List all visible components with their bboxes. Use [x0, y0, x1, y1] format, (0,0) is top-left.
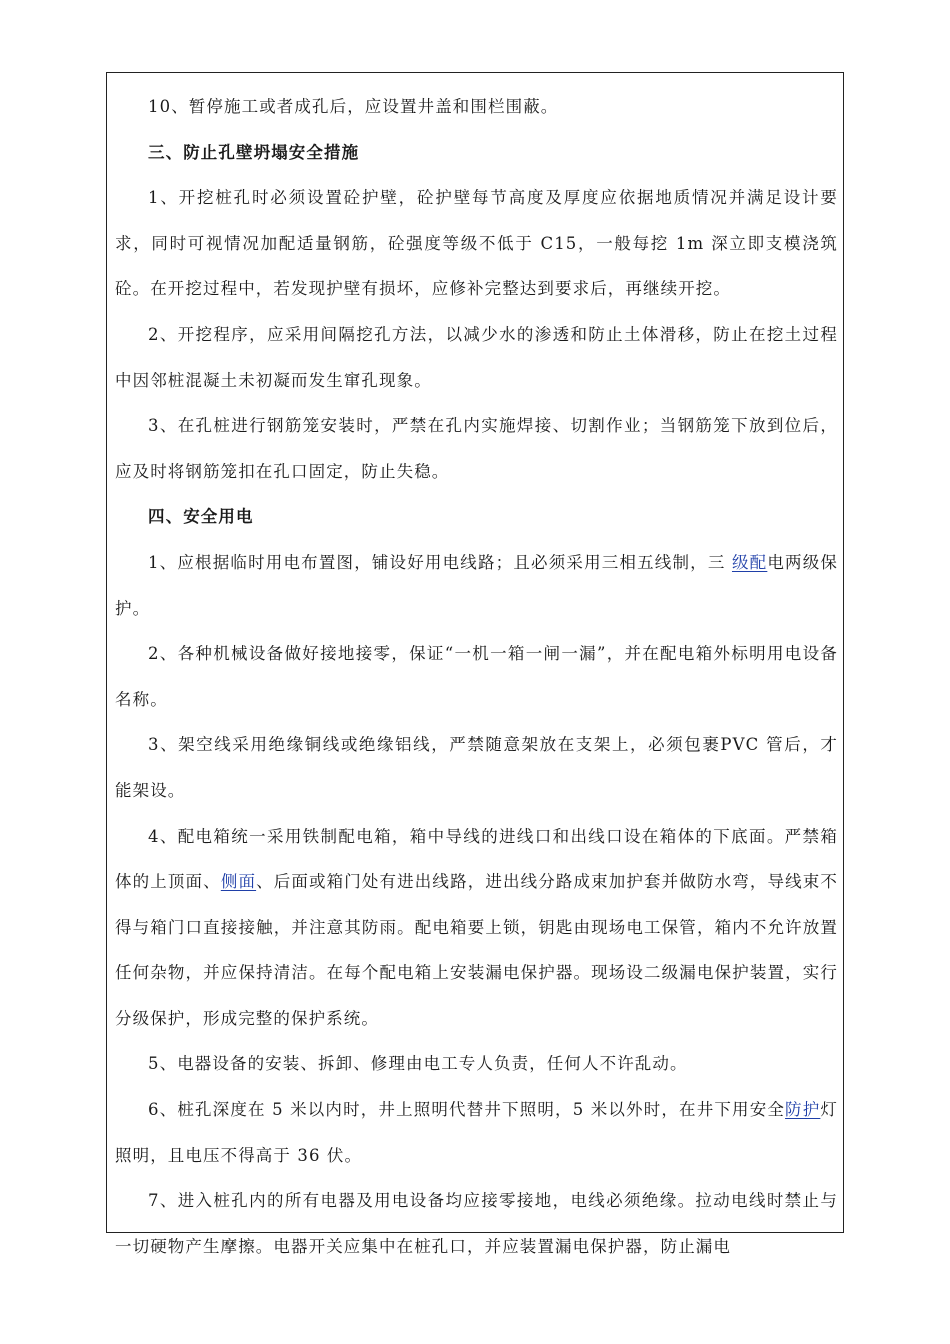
paragraph-text: 灯照明，且电压不得高于 36 伏。 — [115, 1100, 838, 1165]
paragraph-text: 6、桩孔深度在 5 米以内时，井上照明代替井下照明，5 米以外时，在井下用安全 — [148, 1100, 786, 1120]
paragraph-4-6-lighting — [115, 1087, 838, 1178]
link-grade-distribution[interactable]: 级配 — [731, 552, 768, 572]
paragraph-10-cover-enclosure: 10、暂停施工或者成孔后，应设置井盖和围栏围蔽。 — [148, 97, 559, 116]
paragraph-4-4-distribution-box — [115, 814, 838, 1042]
heading-section-3: 三、防止孔壁坍塌安全措施 — [148, 142, 360, 162]
link-protection[interactable]: 防护 — [785, 1100, 821, 1120]
paragraph-3-1-retaining-wall: 1、开挖桩孔时必须设置砼护壁，砼护壁每节高度及厚度应依据地质情况并满足设计要求，同时可视情况加配适量钢筋，砼强度等级不低于 C15，一般每挖 1m 深立即支模浇筑砼。在开挖过程中，若发现护壁有损坏，应修补完整达到要求后，再继续开挖。 — [115, 188, 838, 299]
paragraph-4-5-electrician: 5、电器设备的安装、拆卸、修理由电工专人负责，任何人不许乱动。 — [148, 1054, 688, 1074]
paragraph-text: 电两级保护。 — [115, 552, 838, 618]
link-side-face[interactable]: 侧面 — [220, 872, 257, 892]
paragraph-3-2-excavation-sequence: 2、开挖程序，应采用间隔挖孔方法，以减少水的渗透和防止土体滑移，防止在挖土过程中因邻桩混凝土未初凝而发生窜孔现象。 — [115, 324, 838, 390]
document-frame — [106, 72, 844, 1256]
paragraph-text: 4、配电箱统一采用铁制配电箱，箱中导线的进线口和出线口设在箱体的下底面。严禁箱体的上顶面、 — [115, 826, 838, 892]
paragraph-4-1-wiring — [115, 540, 838, 631]
heading-section-4: 四、安全用电 — [148, 507, 254, 527]
document-body — [115, 84, 838, 1269]
paragraph-text: 1、应根据临时用电布置图，铺设好用电线路；且必须采用三相五线制，三 — [148, 552, 732, 572]
paragraph-3-3-rebar-cage: 3、在孔桩进行钢筋笼安装时，严禁在孔内实施焊接、切割作业；当钢筋笼下放到位后，应及时将钢筋笼扣在孔口固定，防止失稳。 — [115, 416, 838, 481]
paragraph-text: 、后面或箱门处有进出线路，进出线分路成束加护套并做防水弯，导线束不得与箱门口直接接触，并注意其防雨。配电箱要上锁，钥匙由现场电工保管，箱内不允许放置任何杂物，并应保持清洁。在每个配电箱上安装漏电保护器。现场设二级漏电保护装置，实行分级保护，形成完整的保护系统。 — [115, 872, 838, 1028]
paragraph-4-3-overhead-lines: 3、架空线采用绝缘铜线或绝缘铝线，严禁随意架放在支架上，必须包裹PVC 管后，才能架设。 — [115, 735, 838, 800]
paragraph-4-7-equipment-grounding: 7、进入桩孔内的所有电器及用电设备均应接零接地，电线必须绝缘。拉动电线时禁止与一切硬物产生摩擦。电器开关应集中在桩孔口，并应装置漏电保护器，防止漏电 — [115, 1191, 838, 1256]
paragraph-4-2-grounding: 2、各种机械设备做好接地接零，保证“一机一箱一闸一漏”，并在配电箱外标明用电设备名称。 — [115, 644, 838, 709]
